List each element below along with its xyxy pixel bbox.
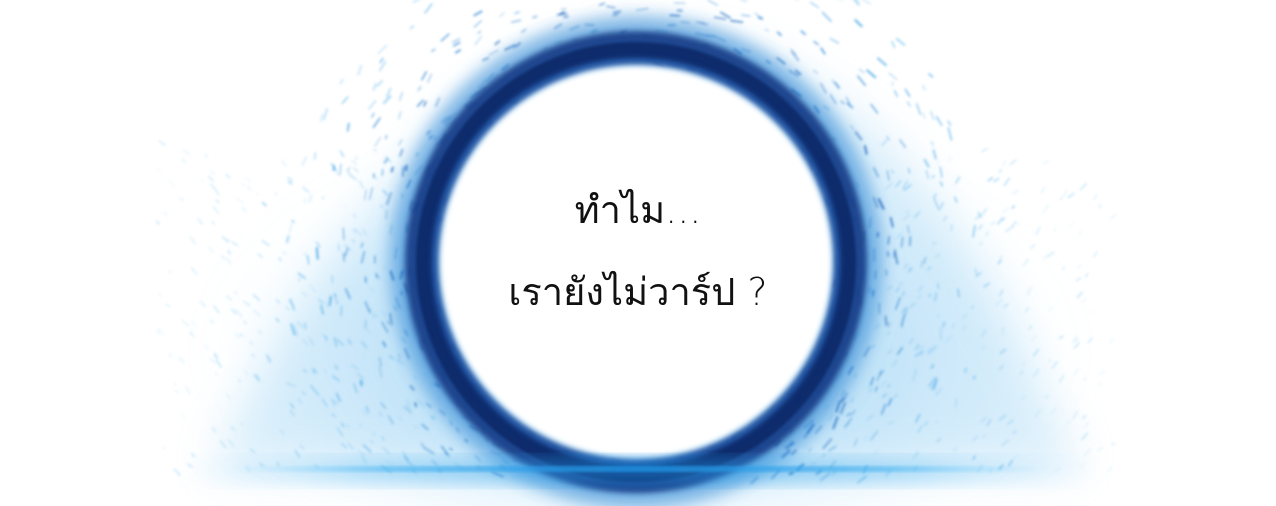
spray-streak [247,178,251,183]
spray-streak [159,141,165,145]
spray-streak [1082,433,1087,439]
spray-streak [454,43,460,46]
spray-streak [375,138,381,147]
spray-streak [1054,229,1056,231]
spray-streak [1049,252,1054,256]
spray-streak [411,26,414,28]
spray-streak [413,0,421,2]
spray-streak [814,42,818,45]
spray-streak [741,0,747,1]
spray-streak [931,112,934,120]
spray-streak [159,328,163,334]
spray-streak [456,50,460,53]
spray-streak [356,157,357,159]
spray-streak [1085,423,1089,427]
spray-streak [1068,421,1071,423]
spray-streak [403,167,404,176]
spray-streak [184,150,190,155]
spray-streak [938,161,940,162]
spray-streak [384,96,390,103]
spray-streak [180,198,184,201]
spray-streak [374,149,376,151]
spray-streak [1012,206,1014,208]
spray-streak [923,112,925,118]
spray-streak [201,301,206,307]
spray-streak [1092,311,1094,313]
spray-streak [315,153,316,160]
spray-streak [227,258,231,264]
spray-streak [361,381,362,385]
caption-line-2: เรายังไม่วาร์ป ? [508,270,768,314]
spray-streak [759,17,762,18]
spray-streak [512,20,521,22]
spray-streak [374,84,376,90]
spray-streak [361,243,362,247]
spray-streak [778,33,781,36]
spray-streak [905,89,909,96]
spray-streak [811,2,819,7]
spray-streak [1109,338,1113,344]
spray-streak [242,184,245,186]
spray-streak [1049,360,1050,362]
spray-streak [1041,188,1044,193]
spray-streak [399,140,402,145]
spray-streak [1069,223,1074,228]
spray-streak [212,222,214,224]
spray-streak [216,200,219,202]
spray-streak [256,193,257,195]
spray-streak [223,237,229,243]
spray-streak [422,72,426,80]
spray-streak [1086,274,1088,277]
spray-streak [1063,190,1067,196]
spray-streak [232,242,238,246]
spray-streak [228,239,230,241]
spray-streak [855,20,861,26]
spray-streak [1112,443,1114,445]
spray-streak [324,109,327,119]
spray-streak [475,36,482,44]
spray-streak [1098,383,1101,385]
spray-streak [202,180,204,182]
spray-streak [406,166,407,171]
spray-streak [742,15,750,16]
spray-streak [400,93,403,101]
spray-streak [871,104,878,113]
spray-streak [415,403,416,406]
spray-streak [1068,193,1073,197]
spray-streak [908,102,911,106]
spray-streak [929,74,932,77]
spray-streak [937,117,942,125]
spray-streak [377,81,382,86]
spray-streak [892,42,895,48]
spray-streak [317,248,318,259]
spray-streak [348,124,349,131]
spray-streak [1111,215,1116,219]
spray-streak [889,73,897,79]
spray-streak [1079,231,1083,235]
spray-streak [994,178,999,182]
spray-streak [340,151,343,157]
spray-streak [192,321,196,327]
spray-streak [836,0,843,1]
spray-streak [305,324,306,329]
spray-streak [1074,343,1079,349]
spray-streak [910,237,911,246]
spray-streak [369,101,376,110]
spray-streak [887,137,889,140]
spray-streak [262,202,266,205]
spray-streak [988,178,992,181]
spray-streak [1100,371,1105,375]
spray-streak [157,168,160,171]
spray-streak [862,0,871,4]
spray-streak [948,128,951,140]
spray-streak [191,237,196,244]
spray-streak [832,80,834,84]
spray-streak [275,192,277,195]
spray-streak [1088,338,1092,343]
spray-streak [179,358,184,363]
spray-streak [1036,228,1040,234]
spray-streak [166,304,170,308]
spray-streak [216,246,217,248]
spray-streak [1079,265,1082,268]
spray-streak [181,412,186,419]
spray-streak [211,171,214,173]
spray-streak [320,114,322,122]
spray-streak [897,39,904,45]
spray-streak [183,159,185,163]
spray-streak [515,12,519,13]
spray-streak [432,49,435,51]
spray-streak [243,207,246,211]
spray-streak [163,447,165,448]
spray-streak [1044,205,1049,212]
spray-streak [999,170,1001,173]
spray-streak [191,332,192,334]
spray-streak [1099,205,1101,207]
spray-streak [370,310,371,313]
spray-streak [228,251,230,255]
spray-streak [888,252,889,255]
spray-streak [1061,197,1063,199]
spray-streak [708,0,717,5]
spray-streak [215,189,219,195]
spray-streak [192,454,194,457]
spray-streak [197,218,202,224]
spray-streak [867,70,875,77]
spray-streak [208,247,213,253]
spray-streak [1063,267,1065,269]
spray-streak [372,113,374,117]
spray-streak [169,180,175,187]
spray-streak [895,91,898,97]
spray-streak [186,386,190,394]
spray-streak [282,160,286,166]
spray-streak [951,224,952,230]
spray-streak [949,158,952,160]
spray-streak [157,331,159,335]
spray-streak [878,58,886,65]
spray-streak [1099,447,1102,450]
spray-streak [302,157,306,165]
spray-streak [342,97,347,103]
spray-streak [478,32,481,34]
spray-streak [823,13,831,21]
spray-streak [858,76,866,85]
spray-streak [902,238,903,247]
spray-streak [1074,368,1080,375]
spray-streak [1084,378,1085,380]
spray-streak [174,469,180,475]
spray-streak [158,293,161,296]
spray-streak [399,112,401,119]
spray-streak [226,175,230,178]
spray-streak [330,297,331,305]
spray-streak [923,85,925,90]
spray-streak [1010,160,1016,164]
spray-streak [932,142,933,146]
spray-streak [892,82,893,85]
spray-streak [474,21,481,28]
spray-streak [453,39,460,43]
spray-streak [614,12,620,13]
spray-streak [1077,278,1081,281]
spray-streak [1078,292,1083,297]
spray-streak [287,236,288,242]
spray-streak [821,48,825,54]
spray-streak [755,13,759,16]
spray-streak [332,276,333,283]
spray-streak [917,104,921,115]
spray-streak [209,176,214,181]
spray-streak [213,428,216,433]
spray-streak [182,321,189,326]
spray-streak [1004,178,1009,185]
caption-text [438,180,838,322]
spray-streak [1083,416,1086,419]
spray-streak [211,184,214,188]
spray-streak [176,390,178,392]
spray-streak [205,345,209,349]
spray-streak [418,101,423,107]
spray-streak [213,207,219,214]
spray-streak [835,83,839,88]
spray-streak [934,150,936,158]
spray-streak [1013,190,1018,194]
spray-streak [900,140,905,147]
spray-streak [358,66,361,75]
spray-streak [175,383,176,385]
spray-streak [982,148,987,151]
spray-streak [418,87,420,90]
spray-streak [205,155,207,156]
spray-streak [378,45,386,53]
spray-streak [192,268,197,274]
spray-streak [164,213,166,214]
spray-streak [1073,411,1077,418]
spray-streak [343,253,344,261]
spray-streak [766,29,769,31]
spray-streak [474,11,481,15]
spray-streak [533,17,536,18]
spray-streak [500,13,504,17]
spray-streak [1094,196,1097,200]
spray-streak [1082,298,1087,302]
spray-streak [948,121,950,125]
spray-streak [1084,449,1090,456]
spray-streak [670,15,679,16]
spray-streak [215,372,217,376]
spray-streak [170,355,172,357]
spray-streak [237,198,244,203]
spray-streak [428,74,432,82]
spray-streak [288,178,293,181]
spray-streak [424,102,426,106]
spray-streak [1003,209,1008,214]
caption-line-1: ทำไม... [574,188,702,232]
spray-streak [288,182,291,184]
spray-streak [1002,161,1005,166]
spray-streak [380,59,383,63]
spray-streak [441,34,448,41]
spray-streak [169,271,171,273]
spray-streak [353,161,356,165]
spray-streak [1108,467,1111,472]
spray-streak [386,136,387,139]
spray-streak [859,69,864,72]
spray-streak [1081,184,1087,190]
spray-streak [425,4,432,13]
spray-streak [831,39,839,43]
spray-streak [308,256,309,264]
spray-streak [1093,252,1097,258]
spray-streak [248,187,251,190]
spray-streak [1044,161,1048,164]
spray-streak [886,317,887,326]
spray-streak [374,118,380,127]
spray-streak [341,80,343,84]
spray-streak [157,221,159,224]
spray-streak [392,168,393,172]
spray-streak [241,423,243,424]
spray-streak [221,255,225,259]
spray-streak [801,31,805,34]
